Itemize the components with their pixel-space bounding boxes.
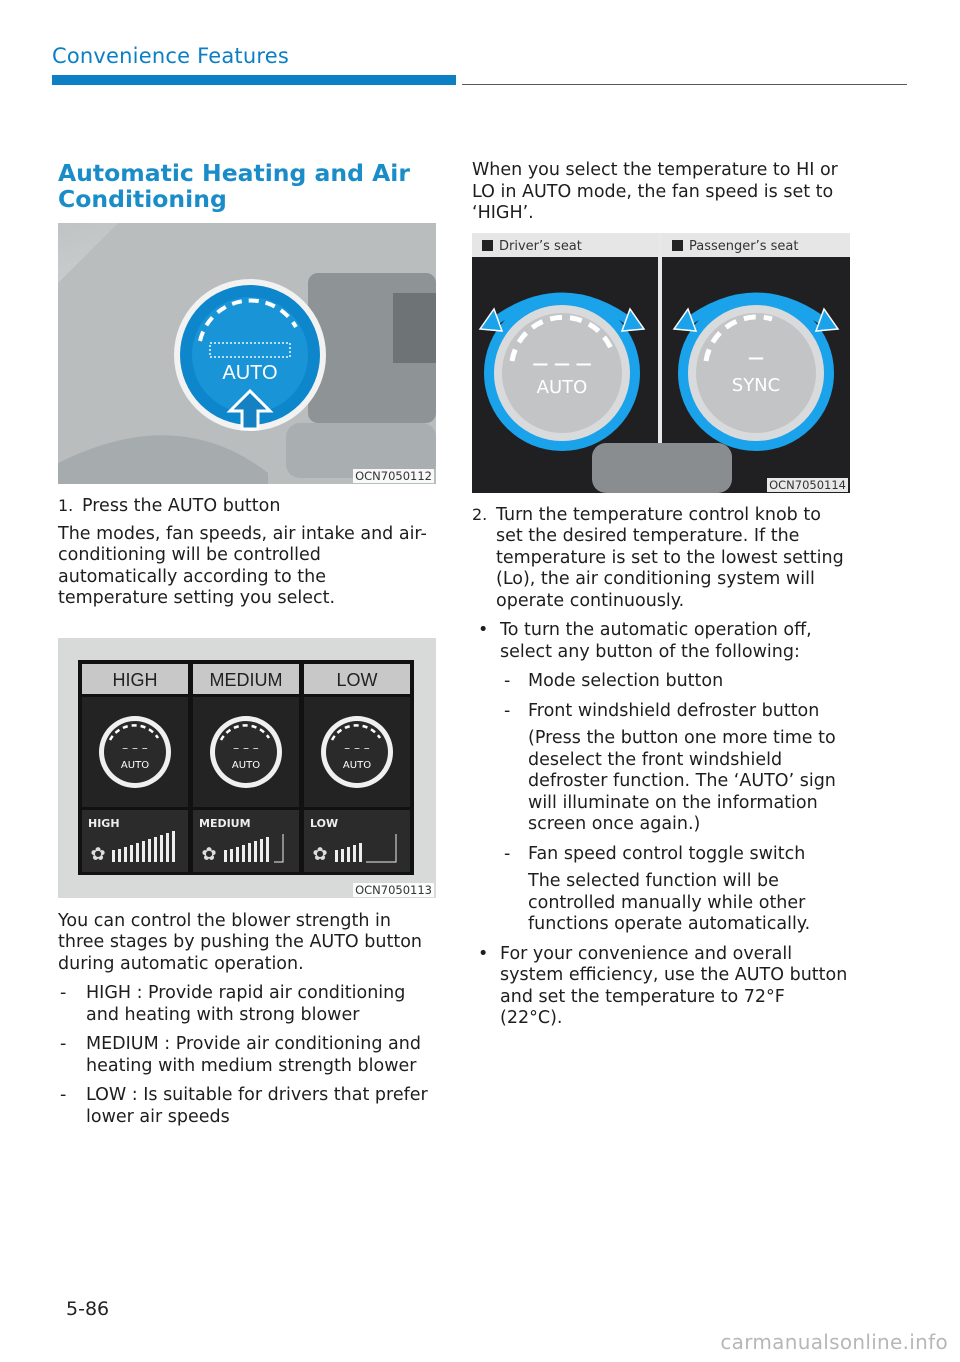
fan-level-label: HIGH — [88, 816, 120, 830]
intro-paragraph: When you select the temperature to HI or LO in AUTO mode, the fan speed is set to ‘HIGH’. — [472, 160, 838, 223]
sub-item-label: Mode selection button — [528, 671, 724, 691]
svg-text:– – –: – – – — [344, 740, 370, 755]
figure-code: OCN7050114 — [769, 477, 846, 492]
list-item — [500, 671, 852, 693]
step-text: Press the AUTO button — [82, 496, 281, 516]
sub-item-note: The selected function will be controlled manually while other functions operate automatically. — [528, 871, 811, 934]
step-1 — [58, 496, 438, 518]
figure-code: OCN7050113 — [355, 882, 432, 897]
svg-text:– – –: – – – — [233, 740, 259, 755]
list-item: • For your convenience and overall system efficiency, use the AUTO button and set the temperature to 72°F (22°C). — [472, 944, 852, 1030]
bullet-text: To turn the automatic operation off, select any button of the following: — [500, 620, 812, 662]
blower-mode-illustration — [58, 638, 436, 898]
list-item — [500, 844, 852, 936]
header-accent-bar — [52, 75, 456, 85]
figure-auto-label: AUTO — [222, 362, 278, 384]
svg-text:✿: ✿ — [90, 843, 106, 865]
blower-description: You can control the blower strength in three stages by pushing the AUTO button during automatic operation. — [58, 910, 422, 974]
step-2 — [472, 505, 852, 613]
knob-label: AUTO — [231, 759, 261, 771]
figure-blower-modes — [58, 638, 436, 898]
subsection-heading: Automatic Heating and Air Conditioning — [58, 159, 410, 213]
temperature-knob-illustration — [472, 233, 850, 493]
auto-button-illustration — [58, 223, 436, 484]
driver-temp-dashes: — — — — [532, 353, 592, 373]
step-1-description: The modes, fan speeds, air intake and air-conditioning will be controlled automatically according to the temperature setting you select. — [58, 523, 427, 608]
knob-label: AUTO — [120, 759, 150, 771]
passenger-seat-label: Passenger’s seat — [689, 238, 799, 254]
list-item: - HIGH : Provide rapid air conditioning and heating with strong blower — [58, 983, 438, 1026]
driver-seat-label: Driver’s seat — [499, 238, 582, 254]
watermark: carmanualsonline.info — [720, 1330, 948, 1354]
sub-item-note: (Press the button one more time to deselect the front windshield defroster function. The ‘AUTO’ sign will illuminate on the information screen once again.) — [528, 728, 836, 834]
passenger-temp-dash: — — [748, 347, 764, 367]
page-number: 5-86 — [66, 1298, 110, 1320]
mode-title: LOW — [336, 669, 378, 690]
list-item: - LOW : Is suitable for drivers that prefer lower air speeds — [58, 1085, 438, 1128]
figure-temperature-knobs — [472, 233, 850, 493]
header-rule — [462, 84, 907, 85]
knob-label: AUTO — [342, 759, 372, 771]
passenger-knob-label: SYNC — [731, 374, 781, 396]
section-title: Convenience Features — [52, 44, 289, 68]
square-bullet-icon — [672, 240, 683, 251]
left-column — [58, 160, 438, 1128]
list-item: - MEDIUM : Provide air conditioning and heating with medium strength blower — [58, 1034, 438, 1077]
blower-mode-list — [58, 983, 438, 1128]
list-item — [472, 620, 852, 936]
notes-list — [472, 620, 852, 1030]
figure-code: OCN7050112 — [355, 469, 432, 483]
svg-text:✿: ✿ — [312, 843, 328, 865]
mode-title: MEDIUM — [209, 669, 283, 690]
right-column — [472, 160, 852, 1030]
mode-title: HIGH — [112, 669, 158, 690]
fan-level-label: LOW — [310, 816, 339, 830]
fan-level-label: MEDIUM — [199, 816, 251, 830]
sub-item-label: Front windshield defroster button — [528, 700, 820, 721]
step-text: Turn the temperature control knob to set the desired temperature. If the temperature is set to the lowest setting (Lo), the air conditioning system will operate continuously. — [496, 504, 844, 611]
step-number: 2. — [472, 504, 488, 524]
driver-knob-label: AUTO — [536, 376, 588, 398]
sub-item-label: Fan speed control toggle switch — [528, 843, 806, 864]
figure-auto-button — [58, 223, 436, 484]
svg-text:– – –: – – – — [122, 740, 148, 755]
off-buttons-list — [500, 671, 852, 936]
list-item — [500, 701, 852, 836]
step-number: 1. — [58, 496, 74, 515]
square-bullet-icon — [482, 240, 493, 251]
svg-text:✿: ✿ — [201, 843, 217, 865]
